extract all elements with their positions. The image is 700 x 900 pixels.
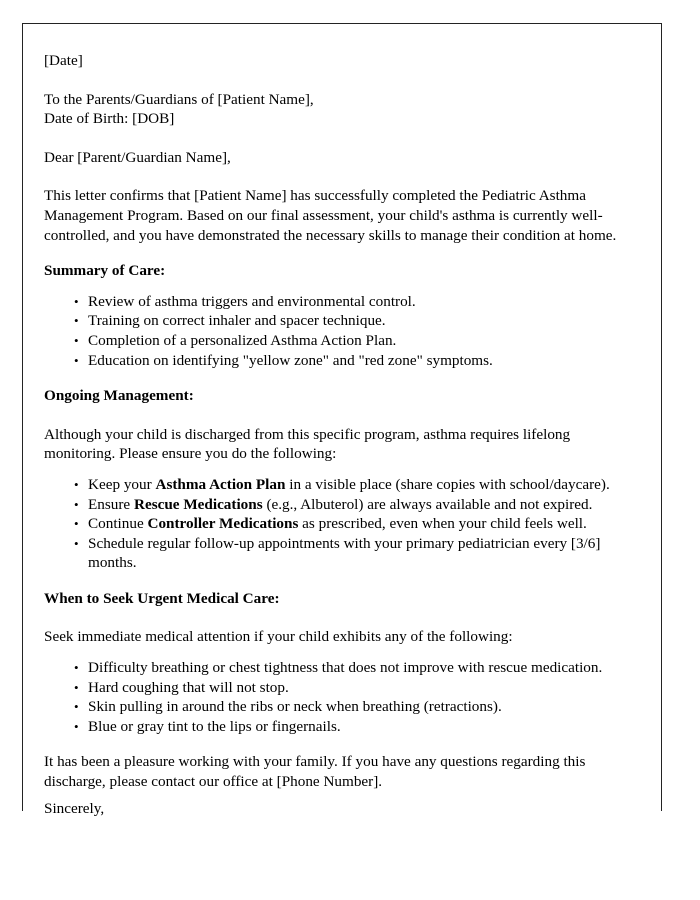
opening-paragraph: This letter confirms that [Patient Name] has successfully completed the Pediatric Asthma Management Program. Based on our final assessment, your child's asthma is currently well-controlled, and you have demonstrated the necessary skills to manage their condition at home. [44, 187, 617, 244]
list-item-text-pre: Schedule regular follow-up appointments with your primary pediatrician every [3/6] months. [88, 534, 601, 572]
urgent-care-list [44, 658, 644, 736]
document-page [22, 23, 662, 817]
ongoing-management-intro: Although your child is discharged from this specific program, asthma requires lifelong monitoring. Please ensure you do the following: [44, 425, 571, 463]
list-item-text-post: (e.g., Albuterol) are always available and not expired. [262, 495, 593, 513]
salutation: Dear [Parent/Guardian Name], [44, 148, 231, 166]
list-item: • Review of asthma triggers and environmental control. [88, 292, 644, 312]
section-heading-ongoing-management: Ongoing Management: [44, 387, 194, 405]
list-item-text-bold: Rescue Medications [133, 495, 263, 513]
list-item: • Hard coughing that will not stop. [88, 678, 644, 698]
urgent-care-intro: Seek immediate medical attention if your child exhibits any of the following: [44, 628, 513, 646]
letter-body [44, 24, 644, 819]
list-item-text-post: as prescribed, even when your child feels well. [298, 515, 587, 533]
list-item-text-pre: Continue [88, 515, 148, 533]
list-item: • Difficulty breathing or chest tightness that does not improve with rescue medication. [88, 658, 644, 678]
list-item: • Training on correct inhaler and spacer technique. [88, 311, 644, 331]
list-item-text-pre: Ensure [88, 495, 134, 513]
signoff-text: Sincerely, [44, 799, 105, 817]
list-item: • Education on identifying "yellow zone" and "red zone" symptoms. [88, 351, 644, 371]
section-heading-summary-of-care: Summary of Care: [44, 262, 166, 280]
list-item [88, 534, 644, 573]
date-line: [Date] [44, 52, 83, 69]
page-content [44, 24, 644, 819]
list-item: • Blue or gray tint to the lips or fingernails. [88, 717, 644, 737]
signoff-clipped [44, 799, 644, 819]
ongoing-management-list [44, 475, 644, 573]
list-item [88, 514, 644, 534]
list-item: • Completion of a personalized Asthma Action Plan. [88, 331, 644, 351]
list-item [88, 475, 644, 495]
list-item: • Skin pulling in around the ribs or neck when breathing (retractions). [88, 697, 644, 717]
list-item-text-pre: Keep your [88, 475, 156, 493]
addressee-line-1: To the Parents/Guardians of [Patient Name], [44, 90, 314, 108]
closing-paragraph: It has been a pleasure working with your family. If you have any questions regarding this discharge, please contact our office at [Phone Number]. [44, 753, 586, 791]
list-item-text-bold: Controller Medications [147, 515, 299, 533]
list-item-text-post: in a visible place (share copies with school/daycare). [285, 475, 610, 493]
section-heading-urgent-medical-care: When to Seek Urgent Medical Care: [44, 589, 280, 607]
addressee-line-2: Date of Birth: [DOB] [44, 110, 175, 128]
list-item-text-bold: Asthma Action Plan [155, 475, 286, 493]
list-item [88, 495, 644, 515]
summary-of-care-list [44, 292, 644, 370]
